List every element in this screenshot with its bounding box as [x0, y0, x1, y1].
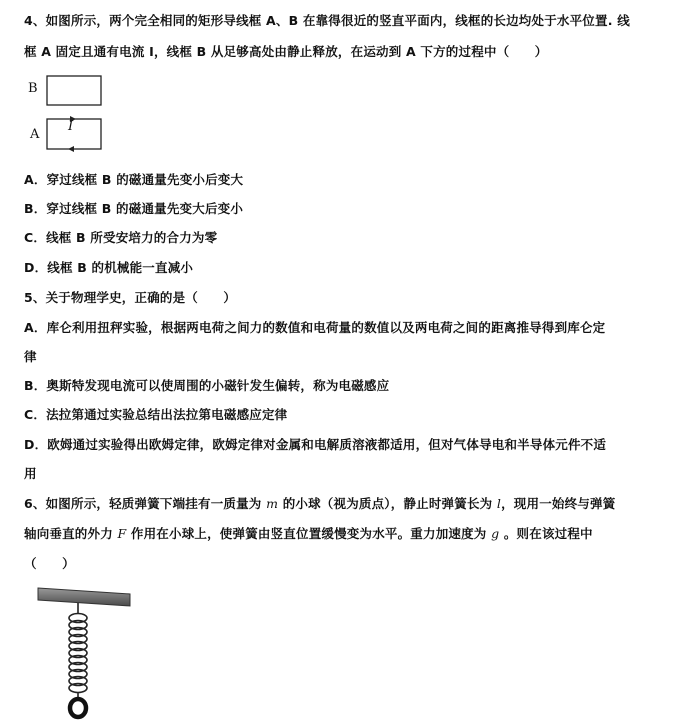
q5-option-d-line1: D．欧姆通过实验得出欧姆定律，欧姆定律对金属和电解质溶液都适用，但对气体导电和半导体元件不适: [24, 437, 607, 452]
q6-text-1b: 的小球（视为质点），静止时弹簧长为: [282, 496, 493, 511]
q6-stem-line2: [24, 524, 593, 542]
q6-text-2b: 作用在小球上，使弹簧由竖直位置缓慢变为水平。重力加速度为: [130, 526, 487, 541]
q5-option-c: C．法拉第通过实验总结出法拉第电磁感应定律: [24, 407, 288, 422]
q4-option-a: A．穿过线框 B 的磁通量先变小后变大: [24, 172, 244, 187]
q4-option-c: C．线框 B 所受安培力的合力为零: [24, 230, 218, 245]
loop-a-figure: [46, 118, 106, 152]
q4-stem-line2: 框 A 固定且通有电流 I，线框 B 从足够高处由静止释放，在运动到 A 下方的过程中（ ）: [24, 44, 548, 59]
spring-coils: [69, 614, 87, 693]
q5-option-b: B．奥斯特发现电流可以使周围的小磁针发生偏转，称为电磁感应: [24, 378, 390, 393]
current-arrow-bottom: [68, 146, 74, 152]
loop-b-rect: [47, 76, 101, 105]
spring-figure: [36, 584, 146, 724]
q4-stem-line1: 4、如图所示，两个完全相同的矩形导线框 A、B 在靠得很近的竖直平面内，线框的长边均处于水平位置. 线: [24, 13, 630, 28]
ball: [70, 699, 86, 717]
q6-stem-line1: [24, 494, 615, 512]
q6-var-m: m: [266, 496, 279, 511]
q6-text-2c: 。则在该过程中: [503, 526, 593, 541]
q6-stem-line3: （ ）: [24, 556, 75, 571]
q5-option-a-line1: A．库仑利用扭秤实验，根据两电荷之间力的数值和电荷量的数值以及两电荷之间的距离推导得到库仑定: [24, 320, 606, 335]
q5-stem: 5、关于物理学史，正确的是（ ）: [24, 290, 237, 305]
figure-label-b: B: [28, 81, 38, 96]
q5-option-d-line2: 用: [24, 466, 37, 481]
q6-text-1c: ，现用一始终与弹簧: [501, 496, 616, 511]
q4-option-b: B．穿过线框 B 的磁通量先变大后变小: [24, 201, 244, 216]
q5-option-a-line2: 律: [24, 349, 37, 364]
figure-label-a: A: [30, 127, 40, 142]
q6-var-g: g: [491, 526, 500, 541]
q6-var-l: l: [496, 496, 502, 511]
ceiling-bar: [38, 588, 130, 606]
q4-option-d: D．线框 B 的机械能一直减小: [24, 260, 194, 275]
q6-text-1a: 6、如图所示，轻质弹簧下端挂有一质量为: [24, 496, 262, 511]
q6-var-f: F: [117, 526, 127, 541]
loop-b-figure: [46, 75, 106, 107]
current-label-i: I: [68, 119, 74, 134]
loop-a-rect: [47, 119, 101, 149]
q6-text-2a: 轴向垂直的外力: [24, 526, 113, 541]
